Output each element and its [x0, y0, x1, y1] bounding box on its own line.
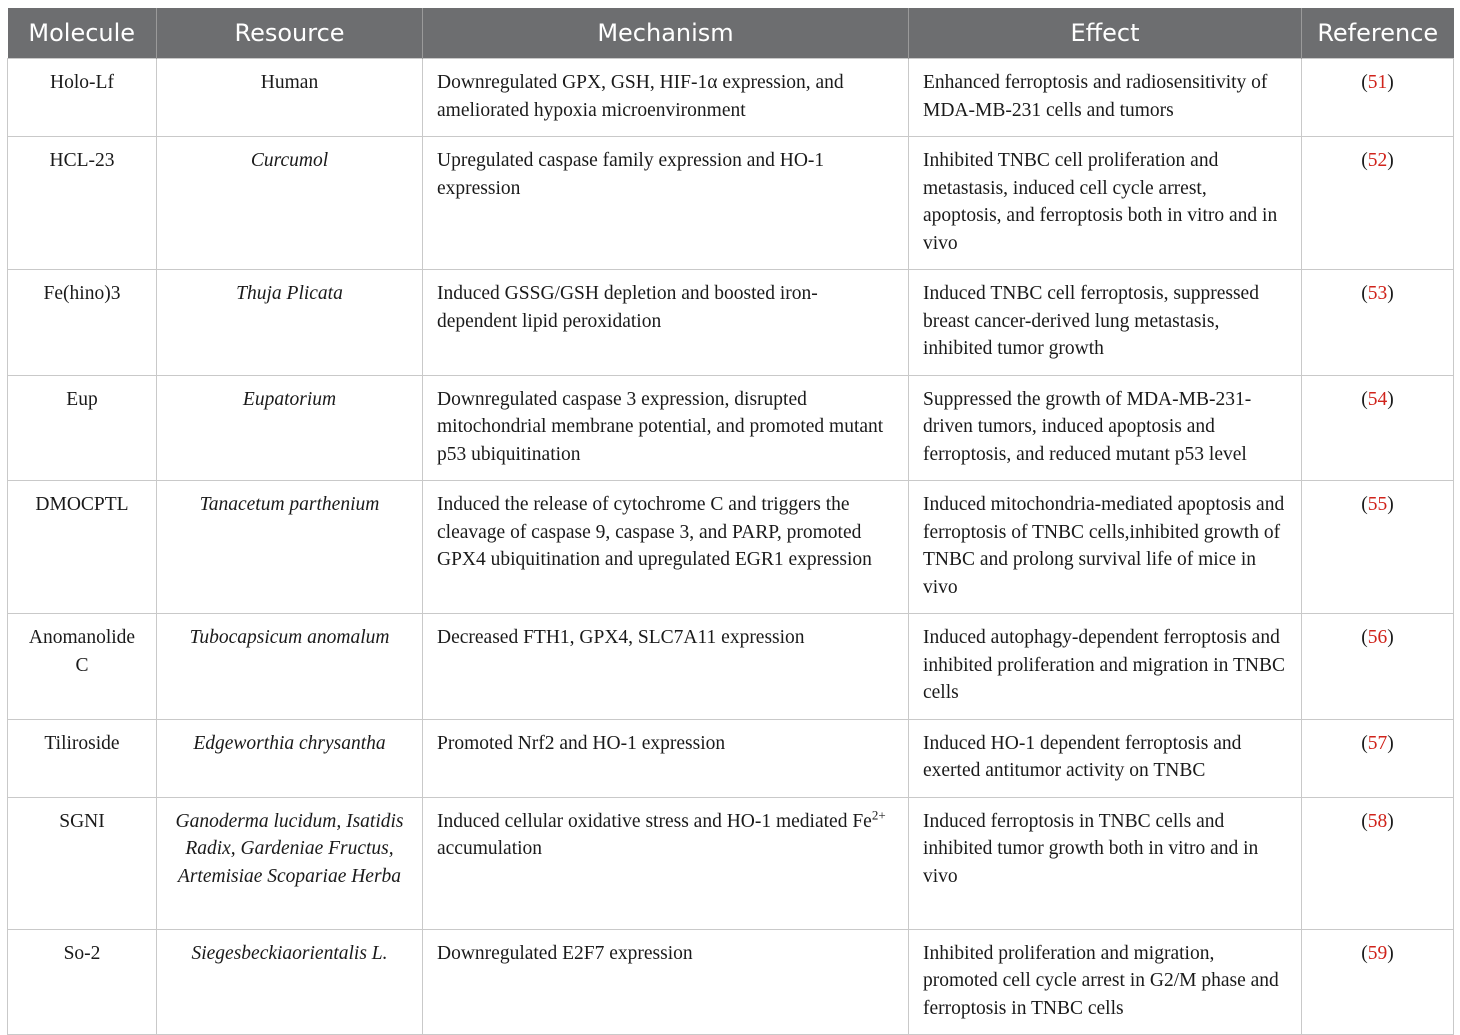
- reference-link[interactable]: 52: [1367, 150, 1388, 171]
- cell-reference: (56): [1302, 614, 1454, 720]
- reference-link[interactable]: 53: [1367, 283, 1388, 304]
- table-row: [8, 59, 1454, 137]
- cell-effect: Suppressed the growth of MDA-MB-231-driven tumors, induced apoptosis and ferroptosis, and reduced mutant p53 level: [909, 375, 1302, 481]
- superscript: 2+: [871, 807, 886, 822]
- cell-reference: (54): [1302, 375, 1454, 481]
- header-row: [8, 8, 1454, 59]
- cell-reference: (52): [1302, 137, 1454, 270]
- header-effect: Effect: [909, 8, 1302, 59]
- table-row: [8, 375, 1454, 481]
- header-molecule: Molecule: [8, 8, 157, 59]
- cell-mechanism: Induced cellular oxidative stress and HO-1 mediated $Fe^{2+}$ accumulation: [423, 797, 909, 929]
- cell-reference: (59): [1302, 929, 1454, 1035]
- cell-reference: (55): [1302, 481, 1454, 614]
- cell-molecule: Fe(hino)3: [8, 270, 157, 376]
- cell-mechanism: Induced GSSG/GSH depletion and boosted iron-dependent lipid peroxidation: [423, 270, 909, 376]
- data-table-container: [7, 8, 1453, 1035]
- reference-link[interactable]: 51: [1367, 72, 1388, 93]
- cell-molecule: Holo-Lf: [8, 59, 157, 137]
- cell-resource: Thuja Plicata: [157, 270, 423, 376]
- reference-link[interactable]: 56: [1367, 627, 1388, 648]
- reference-link[interactable]: 55: [1367, 494, 1388, 515]
- table-row: [8, 929, 1454, 1035]
- cell-effect: Inhibited TNBC cell proliferation and metastasis, induced cell cycle arrest, apoptosis, and ferroptosis both in vitro and in vivo: [909, 137, 1302, 270]
- table-row: [8, 797, 1454, 929]
- table-row: [8, 481, 1454, 614]
- cell-effect: Induced autophagy-dependent ferroptosis and inhibited proliferation and migration in TNBC cells: [909, 614, 1302, 720]
- cell-reference: (58): [1302, 797, 1454, 929]
- cell-mechanism: Downregulated caspase 3 expression, disrupted mitochondrial membrane potential, and promoted mutant p53 ubiquitination: [423, 375, 909, 481]
- cell-effect: Inhibited proliferation and migration, promoted cell cycle arrest in G2/M phase and ferroptosis in TNBC cells: [909, 929, 1302, 1035]
- reference-link[interactable]: 59: [1367, 942, 1388, 964]
- reference-link[interactable]: 54: [1367, 388, 1388, 410]
- reference-link[interactable]: 58: [1367, 810, 1388, 832]
- table-row: [8, 719, 1454, 797]
- cell-mechanism: Downregulated GPX, GSH, HIF-1α expression, and ameliorated hypoxia microenvironment: [423, 59, 909, 137]
- header-resource: Resource: [157, 8, 423, 59]
- cell-molecule: So-2: [8, 929, 157, 1035]
- header-mechanism: Mechanism: [423, 8, 909, 59]
- cell-molecule: Eup: [8, 375, 157, 481]
- reference-link[interactable]: 57: [1367, 732, 1388, 754]
- cell-resource: Tubocapsicum anomalum: [157, 614, 423, 720]
- cell-molecule: SGNI: [8, 797, 157, 929]
- cell-mechanism: Promoted Nrf2 and HO-1 expression: [423, 719, 909, 797]
- cell-reference: (53): [1302, 270, 1454, 376]
- cell-resource: Curcumol: [157, 137, 423, 270]
- cell-effect: Induced ferroptosis in TNBC cells and inhibited tumor growth both in vitro and in vivo: [909, 797, 1302, 929]
- cell-molecule: Tiliroside: [8, 719, 157, 797]
- cell-mechanism: Upregulated caspase family expression and HO-1 expression: [423, 137, 909, 270]
- table-row: [8, 614, 1454, 720]
- cell-resource: Human: [157, 59, 423, 137]
- cell-resource: Siegesbeckiaorientalis L.: [157, 929, 423, 1035]
- cell-resource: Tanacetum parthenium: [157, 481, 423, 614]
- cell-mechanism: Induced the release of cytochrome C and triggers the cleavage of caspase 9, caspase 3, and PARP, promoted GPX4 ubiquitination and upregulated EGR1 expression: [423, 481, 909, 614]
- cell-molecule: HCL-23: [8, 137, 157, 270]
- cell-effect: Induced mitochondria-mediated apoptosis and ferroptosis of TNBC cells,inhibited growth of TNBC and prolong survival life of mice in vivo: [909, 481, 1302, 614]
- cell-resource: Edgeworthia chrysantha: [157, 719, 423, 797]
- table-row: [8, 270, 1454, 376]
- cell-mechanism: Downregulated E2F7 expression: [423, 929, 909, 1035]
- cell-reference: (57): [1302, 719, 1454, 797]
- table-row: [8, 137, 1454, 270]
- cell-effect: Enhanced ferroptosis and radiosensitivity of MDA-MB-231 cells and tumors: [909, 59, 1302, 137]
- ferroptosis-table: [7, 8, 1454, 1035]
- cell-molecule: Anomanolide C: [8, 614, 157, 720]
- cell-reference: (51): [1302, 59, 1454, 137]
- cell-resource: Eupatorium: [157, 375, 423, 481]
- cell-effect: Induced HO-1 dependent ferroptosis and exerted antitumor activity on TNBC: [909, 719, 1302, 797]
- header-reference: Reference: [1302, 8, 1454, 59]
- cell-effect: Induced TNBC cell ferroptosis, suppressed breast cancer-derived lung metastasis, inhibited tumor growth: [909, 270, 1302, 376]
- cell-mechanism: Decreased FTH1, GPX4, SLC7A11 expression: [423, 614, 909, 720]
- cell-resource: Ganoderma lucidum, Isatidis Radix, Gardeniae Fructus, Artemisiae Scopariae Herba: [157, 797, 423, 929]
- cell-molecule: DMOCPTL: [8, 481, 157, 614]
